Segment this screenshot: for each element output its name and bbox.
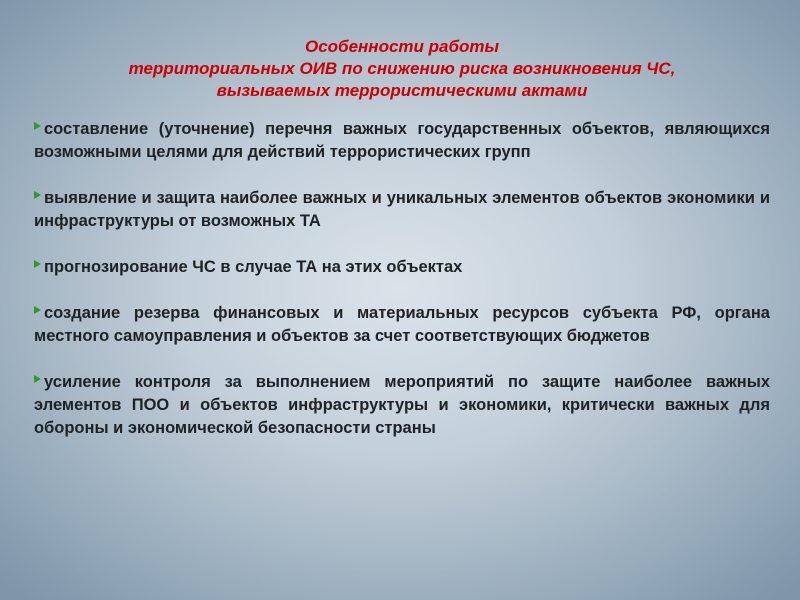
bullet-text: создание резерва финансовых и материальных ресурсов субъекта РФ, органа местного самоуправления и объектов за счет соответствующих бюджетов — [34, 304, 770, 345]
bullet-text: прогнозирование ЧС в случае ТА на этих объектах — [44, 258, 463, 276]
bullet-text: усиление контроля за выполнением мероприятий по защите наиболее важных элементов ПОО и объектов инфраструктуры и экономики, критически важных для обороны и экономической безопасности страны — [34, 373, 770, 437]
arrow-right-icon — [34, 191, 41, 199]
arrow-right-icon — [34, 375, 41, 383]
arrow-right-icon — [34, 260, 41, 268]
bullet-text: составление (уточнение) перечня важных государственных объектов, являющихся возможными целями для действий террористических групп — [34, 120, 770, 161]
arrow-right-icon — [34, 306, 41, 314]
arrow-right-icon — [34, 122, 41, 130]
list-item — [34, 118, 770, 164]
title-line-3: вызываемых террористическими актами — [216, 81, 588, 100]
bullet-text: выявление и защита наиболее важных и уникальных элементов объектов экономики и инфраструктуры от возможных ТА — [34, 189, 770, 230]
bullet-list — [34, 118, 770, 440]
list-item — [34, 256, 770, 279]
list-item — [34, 371, 770, 440]
list-item — [34, 302, 770, 348]
list-item — [34, 187, 770, 233]
title-line-2: территориальных ОИВ по снижению риска возникновения ЧС, — [128, 59, 676, 78]
slide-title — [34, 36, 770, 102]
slide — [34, 36, 770, 463]
title-line-1: Особенности работы — [304, 37, 500, 56]
